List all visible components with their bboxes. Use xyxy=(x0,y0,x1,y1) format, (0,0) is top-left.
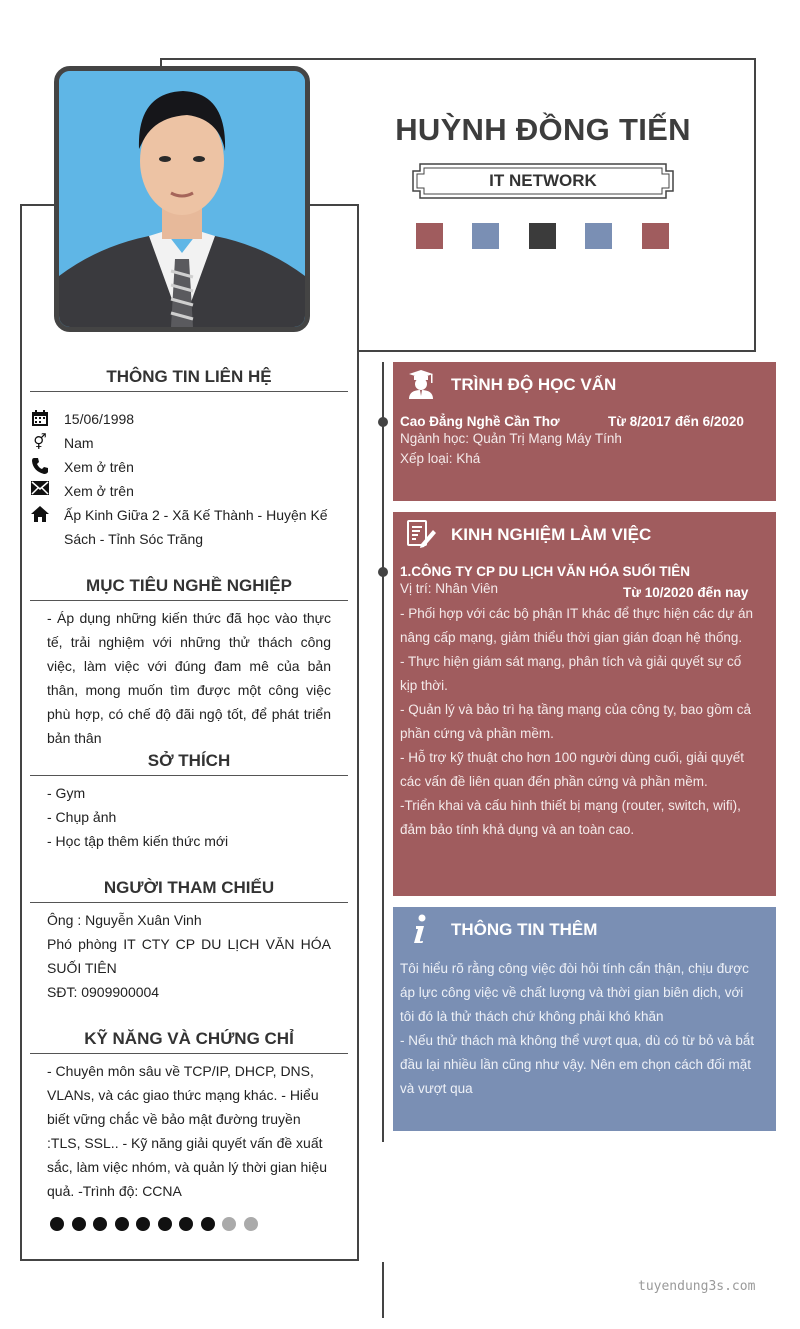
objective-text: - Áp dụng những kiến thức đã học vào thực tế, trải nghiệm với những thử thách công việc, làm việc với đúng đam mê của bản thân, mong muốn tìm được một công việc phù hợp, có chế độ đãi ngộ tốt, để phát triển bản thân xyxy=(47,610,331,746)
hobbies-section-title: SỞ THÍCH xyxy=(30,751,348,776)
color-swatch xyxy=(529,223,556,249)
color-swatch xyxy=(585,223,612,249)
rating-dot-filled xyxy=(136,1217,150,1231)
additional-info-title: THÔNG TIN THÊM xyxy=(451,920,598,939)
reference-section-title: NGƯỜI THAM CHIẾU xyxy=(30,878,348,903)
contact-address xyxy=(30,503,348,551)
timeline-line-bottom xyxy=(382,1262,384,1318)
rating-dot-filled xyxy=(201,1217,215,1231)
experience-company: 1.CÔNG TY CP DU LỊCH VĂN HÓA SUỐI TIÊN xyxy=(400,564,691,579)
timeline-dot xyxy=(378,417,388,427)
experience-period: Từ 10/2020 đến nay xyxy=(623,585,749,600)
education-school: Cao Đẳng Nghề Cần Thơ xyxy=(400,414,560,429)
watermark: tuyendung3s.com xyxy=(638,1279,756,1294)
gender-text: Nam xyxy=(64,435,94,451)
rating-dot-filled xyxy=(158,1217,172,1231)
home-icon xyxy=(30,505,50,525)
objective-section-title: MỤC TIÊU NGHỀ NGHIỆP xyxy=(30,576,348,601)
experience-position: Vị trí: Nhân Viên xyxy=(400,581,499,596)
birthdate-text: 15/06/1998 xyxy=(64,411,135,427)
contract-icon xyxy=(405,518,437,550)
skills-section-title: KỸ NĂNG VÀ CHỨNG CHỈ xyxy=(30,1029,348,1054)
email-text: Xem ở trên xyxy=(64,483,134,499)
gender-icon: ⚥ xyxy=(33,434,47,451)
rating-dot-filled xyxy=(93,1217,107,1231)
contact-gender xyxy=(30,431,348,455)
phone-text: Xem ở trên xyxy=(64,459,134,475)
color-swatch xyxy=(472,223,499,249)
hobby-item: - Chụp ảnh xyxy=(47,809,117,825)
experience-title: KINH NGHIỆM LÀM VIỆC xyxy=(451,525,652,544)
skills-text: - Chuyên môn sâu về TCP/IP, DHCP, DNS, VLANs, và các giao thức mạng khác. - Hiểu biết vững chắc về bảo mật đường truyền :TLS, SSL.. - Kỹ năng giải quyết vấn đề xuất sắc, làm việc nhóm, và quản lý thời gian hiệu quả. -Trình độ: CCNA xyxy=(47,1063,327,1199)
additional-info-card xyxy=(393,907,776,1131)
rating-dot-filled xyxy=(50,1217,64,1231)
contact-birthdate xyxy=(30,407,348,431)
hobby-item: - Học tập thêm kiến thức mới xyxy=(47,833,229,849)
rating-dot-filled xyxy=(72,1217,86,1231)
color-swatch xyxy=(416,223,443,249)
candidate-name: HUỲNH ĐỒNG TIẾN xyxy=(395,112,691,147)
timeline-line xyxy=(382,362,384,1142)
graduate-icon xyxy=(405,368,437,400)
rating-dot-filled xyxy=(179,1217,193,1231)
color-swatches xyxy=(416,223,670,249)
timeline-dot xyxy=(378,567,388,577)
email-icon xyxy=(30,481,50,501)
experience-details: - Phối hợp với các bộ phận IT khác để thực hiện các dự án nâng cấp mạng, giảm thiểu thời gian gián đoạn hệ thống. - Thực hiện giám sát mạng, phân tích và giải quyết sự cố kịp thời. - Quản lý và bảo trì hạ tầng mạng của công ty, bao gồm cả phần cứng và phần mềm. - Hỗ trợ kỹ thuật cho hơn 100 người dùng cuối, giải quyết các vấn đề liên quan đến phần cứng và phần mềm. -Triển khai và cấu hình thiết bị mạng (router, switch, wifi), đảm bảo tính khả dụng và an toàn cao. xyxy=(400,606,753,837)
rating-dot-filled xyxy=(115,1217,129,1231)
hobby-item: - Gym xyxy=(47,785,86,801)
education-grade: Xếp loại: Khá xyxy=(400,451,481,466)
job-title-banner xyxy=(412,163,674,199)
reference-name: Ông : Nguyễn Xuân Vinh xyxy=(47,912,202,928)
education-card xyxy=(393,362,776,501)
calendar-icon xyxy=(30,409,50,429)
experience-card xyxy=(393,512,776,896)
contact-section-title: THÔNG TIN LIÊN HỆ xyxy=(30,367,348,392)
phone-icon xyxy=(30,457,50,477)
rating-dot-empty xyxy=(222,1217,236,1231)
contact-email xyxy=(30,479,348,503)
education-title: TRÌNH ĐỘ HỌC VẤN xyxy=(451,375,617,394)
education-major: Ngành học: Quản Trị Mạng Máy Tính xyxy=(400,431,622,446)
address-text: Ấp Kinh Giữa 2 - Xã Kế Thành - Huyện Kế Sách - Tỉnh Sóc Trăng xyxy=(64,507,328,547)
profile-photo xyxy=(54,66,310,332)
reference-phone: SĐT: 0909900004 xyxy=(47,984,160,1000)
info-icon xyxy=(405,913,437,945)
reference-position: Phó phòng IT CTY CP DU LỊCH VĂN HÓA SUỐI TIÊN xyxy=(47,936,331,976)
color-swatch xyxy=(642,223,669,249)
additional-info-text: Tôi hiểu rõ rằng công việc đòi hỏi tính cẩn thận, chịu được áp lực công việc về chất lượng và thời gian biên dịch, với tôi đó là thử thách chứ không phải khó khăn - Nếu thử thách mà không thể vượt qua, dù có từ bỏ và bắt đầu lại nhiều lần cũng như vậy. Nên em chọn cách đối mặt và vượt qua xyxy=(400,961,755,1096)
education-period: Từ 8/2017 đến 6/2020 xyxy=(608,414,744,429)
job-title: IT NETWORK xyxy=(489,171,597,190)
contact-phone xyxy=(30,455,348,479)
rating-dot-empty xyxy=(244,1217,258,1231)
